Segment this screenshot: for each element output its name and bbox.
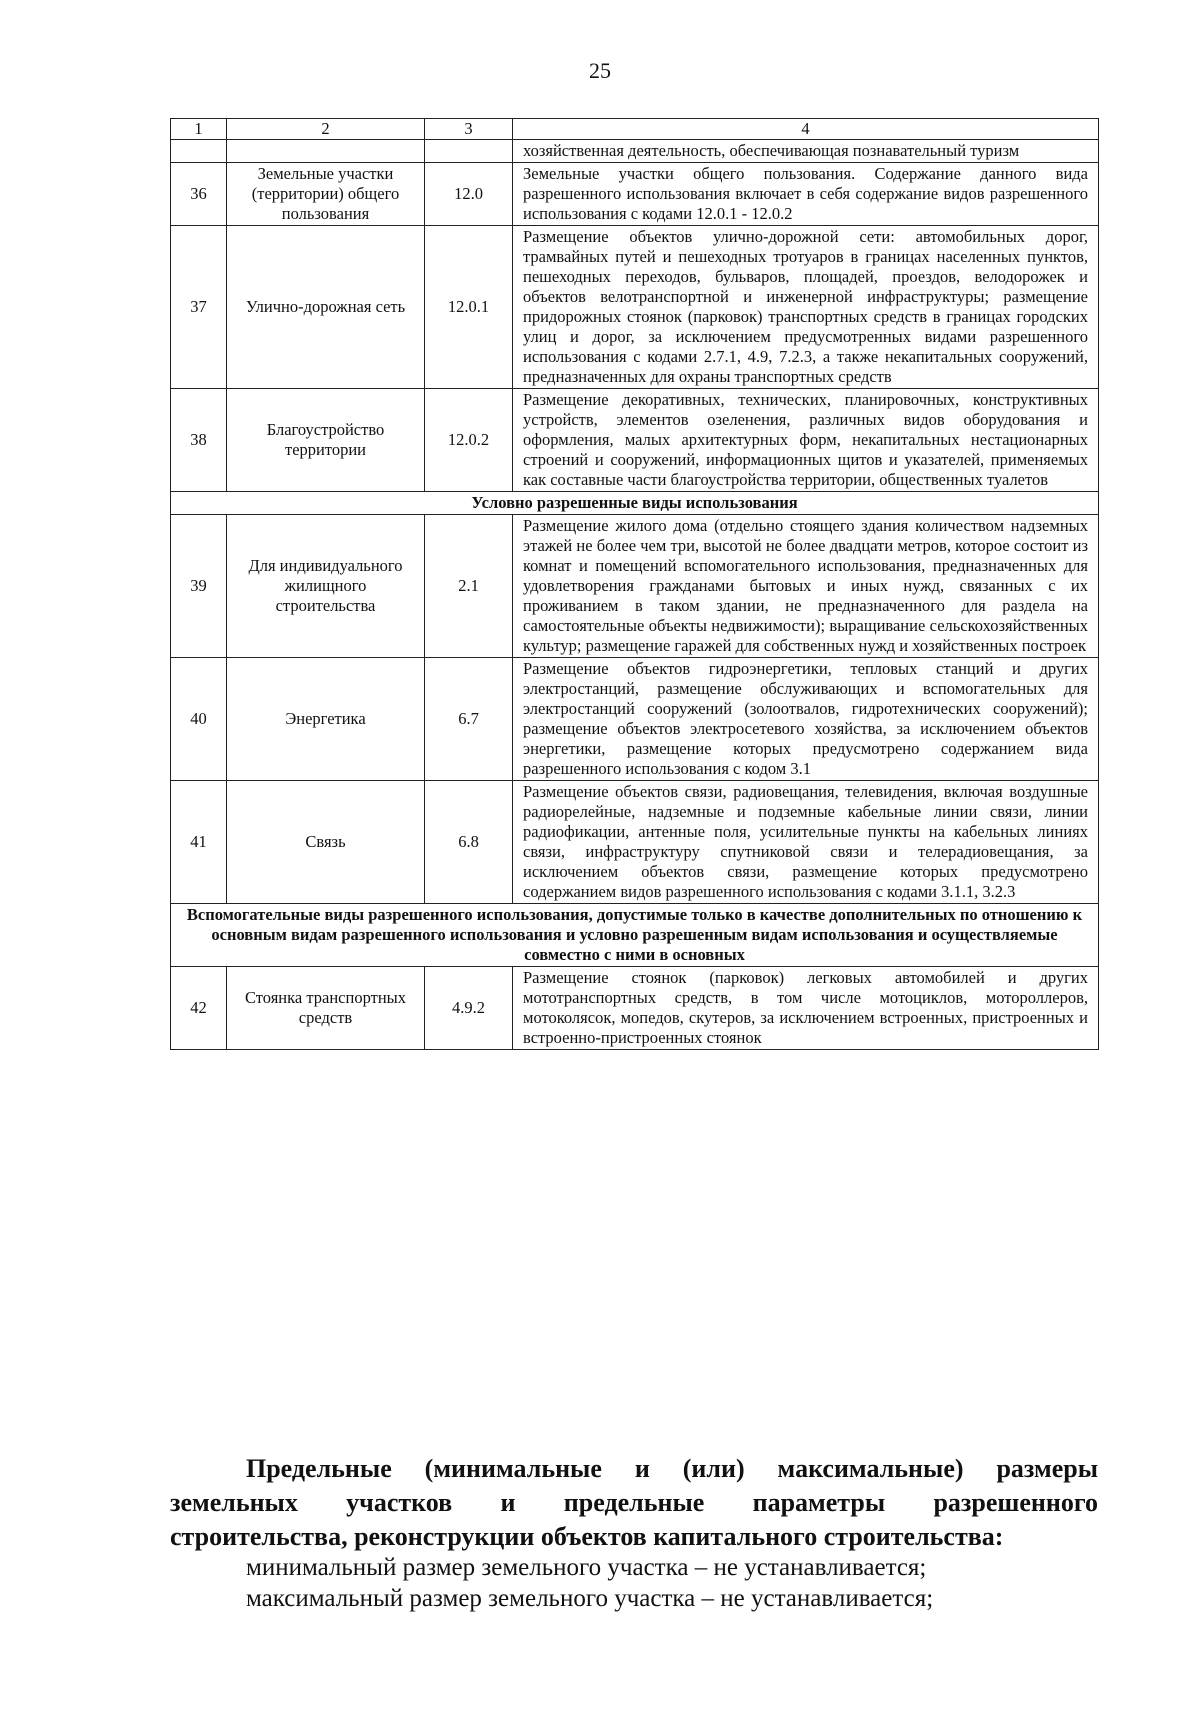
heading-line-2: земельных участков и предельные параметры разрешенного [170,1488,1098,1517]
row-name-cell: Стоянка транспортных средств [227,967,425,1050]
row-description-cell: Размещение декоративных, технических, планировочных, конструктивных устройств, элементов озеленения, различных видов оборудования и оформления, малых архитектурных форм, некапитальных нестационарных строений и сооружений, информационных щитов и указателей, применяемых как составные части благоустройства территории, общественных туалетов [513,389,1099,492]
row-code-cell: 12.0 [425,163,513,226]
row-code-cell: 4.9.2 [425,967,513,1050]
row-name-cell: Для индивидуального жилищного строительства [227,515,425,658]
section-heading-row-auxiliary [171,904,1099,967]
column-header-number: 1 [171,119,227,140]
row-description-cell: Размещение жилого дома (отдельно стоящего здания количеством надземных этажей не более чем три, высотой не более двадцати метров, которое состоит из комнат и помещений вспомогательного использования, предназначенных для удовлетворения гражданами бытовых и иных нужд, связанных с их проживанием в таком здании, не предназначенного для раздела на самостоятельные объекты недвижимости); выращивание сельскохозяйственных культур; размещение гаражей для собственных нужд и хозяйственных построек [513,515,1099,658]
row-number-cell: 41 [171,781,227,904]
land-use-table [170,118,1099,1050]
row-number-cell: 39 [171,515,227,658]
column-header-name: 2 [227,119,425,140]
row-description-cell: Размещение объектов связи, радиовещания, телевидения, включая воздушные радиорелейные, надземные и подземные кабельные линии связи, линии радиофикации, антенные поля, усилительные пункты на кабельных линиях связи, инфраструктуру спутниковой связи и телерадиовещания, за исключением объектов связи, размещение которых предусмотрено содержанием видов разрешенного использования с кодами 3.1.1, 3.2.3 [513,781,1099,904]
table-header-row [171,119,1099,140]
row-name-cell [227,140,425,163]
row-name-cell: Благоустройство территории [227,389,425,492]
row-description-cell: Земельные участки общего пользования. Содержание данного вида разрешенного использования включает в себя содержание видов разрешенного использования с кодами 12.0.1 - 12.0.2 [513,163,1099,226]
row-name-cell: Улично-дорожная сеть [227,226,425,389]
row-code-cell [425,140,513,163]
table-row [171,226,1099,389]
row-description-cell: Размещение объектов улично-дорожной сети: автомобильных дорог, трамвайных путей и пешеходных тротуаров в границах населенных пунктов, пешеходных переходов, бульваров, площадей, проездов, велодорожек и объектов велотранспортной и инженерной инфраструктуры; размещение придорожных стоянок (парковок) транспортных средств в границах городских улиц и дорог, за исключением предусмотренных видами разрешенного использования с кодами 2.7.1, 4.9, 7.2.3, а также некапитальных сооружений, предназначенных для охраны транспортных средств [513,226,1099,389]
table-row [171,163,1099,226]
row-number-cell: 36 [171,163,227,226]
row-code-cell: 12.0.2 [425,389,513,492]
row-code-cell: 6.7 [425,658,513,781]
row-number-cell: 37 [171,226,227,389]
row-description-cell: Размещение стоянок (парковок) легковых автомобилей и других мототранспортных средств, в том числе мотоциклов, мотороллеров, мотоколясок, мопедов, скутеров, за исключением встроенных, пристроенных и встроенно-пристроенных стоянок [513,967,1099,1050]
row-description-cell: Размещение объектов гидроэнергетики, тепловых станций и других электростанций, размещение обслуживающих и вспомогательных для электростанций сооружений (золоотвалов, гидротехнических сооружений); размещение объектов электросетевого хозяйства, за исключением объектов энергетики, размещение которых предусмотрено содержанием вида разрешенного использования с кодом 3.1 [513,658,1099,781]
row-name-cell: Связь [227,781,425,904]
table-row [171,967,1099,1050]
row-name-cell: Энергетика [227,658,425,781]
row-number-cell: 38 [171,389,227,492]
max-size-paragraph: максимальный размер земельного участка – не устанавливается; [246,1585,934,1612]
row-number-cell [171,140,227,163]
section-heading-row-conditional [171,492,1099,515]
table-row-continuation [171,140,1099,163]
heading-line-1: Предельные (минимальные и (или) максимальные) размеры [246,1454,1098,1483]
column-header-code: 3 [425,119,513,140]
row-code-cell: 12.0.1 [425,226,513,389]
row-code-cell: 2.1 [425,515,513,658]
table-row [171,658,1099,781]
row-name-cell: Земельные участки (территории) общего пользования [227,163,425,226]
section-heading-conditional: Условно разрешенные виды использования [171,492,1099,515]
table-row [171,515,1099,658]
section-heading-parameters [170,1452,1098,1554]
table-row [171,781,1099,904]
column-header-description: 4 [513,119,1099,140]
min-size-paragraph: минимальный размер земельного участка – не устанавливается; [246,1554,927,1581]
heading-line-3: строительства, реконструкции объектов капитального строительства: [170,1522,1004,1551]
row-description-cell: хозяйственная деятельность, обеспечивающая познавательный туризм [513,140,1099,163]
row-code-cell: 6.8 [425,781,513,904]
section-heading-auxiliary: Вспомогательные виды разрешенного использования, допустимые только в качестве дополнительных по отношению к основным видам разрешенного использования и условно разрешенным видам использования и осуществляемые совместно с ними в основных [171,904,1099,967]
row-number-cell: 40 [171,658,227,781]
row-number-cell: 42 [171,967,227,1050]
table-row [171,389,1099,492]
page-number: 25 [589,58,611,83]
